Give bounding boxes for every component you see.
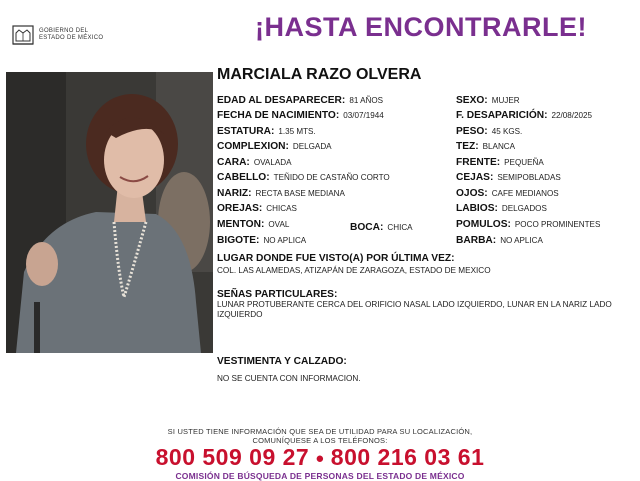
contact-note-line-2: COMUNÍQUESE A LOS TELÉFONOS: xyxy=(252,436,388,445)
government-logo xyxy=(10,22,120,48)
field-boca: BOCA: CHICA xyxy=(350,222,413,233)
field-bigote: BIGOTE: NO APLICA xyxy=(217,235,307,246)
state-emblem-icon xyxy=(10,22,36,48)
field-barba: BARBA: NO APLICA xyxy=(456,235,543,246)
marks-title: SEÑAS PARTICULARES: xyxy=(217,289,338,300)
marks-text: LUNAR PROTUBERANTE CERCA DEL ORIFICIO NASAL LADO IZQUIERDO, LUNAR EN LA NARIZ LADO IZQUIERDO xyxy=(217,300,612,319)
field-desaparicion: F. DESAPARICIÓN: 22/08/2025 xyxy=(456,110,593,121)
clothing-title: VESTIMENTA Y CALZADO: xyxy=(217,356,347,367)
field-sexo: SEXO: MUJER xyxy=(456,95,520,106)
contact-note-line-1: SI USTED TIENE INFORMACIÓN QUE SEA DE UTILIDAD PARA SU LOCALIZACIÓN, xyxy=(167,427,473,436)
field-nacimiento: FECHA DE NACIMIENTO: 03/07/1944 xyxy=(217,110,384,121)
field-nariz: NARIZ: RECTA BASE MEDIANA xyxy=(217,188,345,199)
last-seen-text: COL. LAS ALAMEDAS, ATIZAPÁN DE ZARAGOZA, ESTADO DE MEXICO xyxy=(217,266,491,275)
field-edad: EDAD AL DESAPARECER: 81 AÑOS xyxy=(217,95,384,106)
headline: ¡HASTA ENCONTRARLE! xyxy=(255,12,587,42)
field-ojos: OJOS: CAFE MEDIANOS xyxy=(456,188,559,199)
field-cejas: CEJAS: SEMIPOBLADAS xyxy=(456,172,561,183)
field-orejas: OREJAS: CHICAS xyxy=(217,203,297,214)
field-pomulos: POMULOS: POCO PROMINENTES xyxy=(456,219,601,230)
separator-dot-icon: ● xyxy=(315,450,325,468)
last-seen-title: LUGAR DONDE FUE VISTO(A) POR ÚLTIMA VEZ: xyxy=(217,253,455,264)
field-peso: PESO: 45 KGS. xyxy=(456,126,523,137)
field-estatura: ESTATURA: 1.35 MTS. xyxy=(217,126,316,137)
field-menton: MENTON: OVAL xyxy=(217,219,290,230)
clothing-text: NO SE CUENTA CON INFORMACION. xyxy=(217,374,361,383)
field-cara: CARA: OVALADA xyxy=(217,157,292,168)
field-tez: TEZ: BLANCA xyxy=(456,141,516,152)
field-complexion: COMPLEXION: DELGADA xyxy=(217,141,332,152)
phone-number-2[interactable]: 800 216 03 61 xyxy=(330,444,485,470)
field-labios: LABIOS: DELGADOS xyxy=(456,203,547,214)
phone-numbers xyxy=(0,444,640,471)
person-photo xyxy=(6,72,213,353)
person-name: MARCIALA RAZO OLVERA xyxy=(217,66,422,83)
logo-line-2: ESTADO DE MÉXICO xyxy=(39,35,104,41)
field-cabello: CABELLO: TEÑIDO DE CASTAÑO CORTO xyxy=(217,172,390,183)
field-frente: FRENTE: PEQUEÑA xyxy=(456,157,544,168)
phone-number-1[interactable]: 800 509 09 27 xyxy=(155,444,310,470)
logo-line-1: GOBIERNO DEL xyxy=(39,28,89,34)
commission-name: COMISIÓN DE BÚSQUEDA DE PERSONAS DEL ESTADO DE MÉXICO xyxy=(175,471,465,481)
